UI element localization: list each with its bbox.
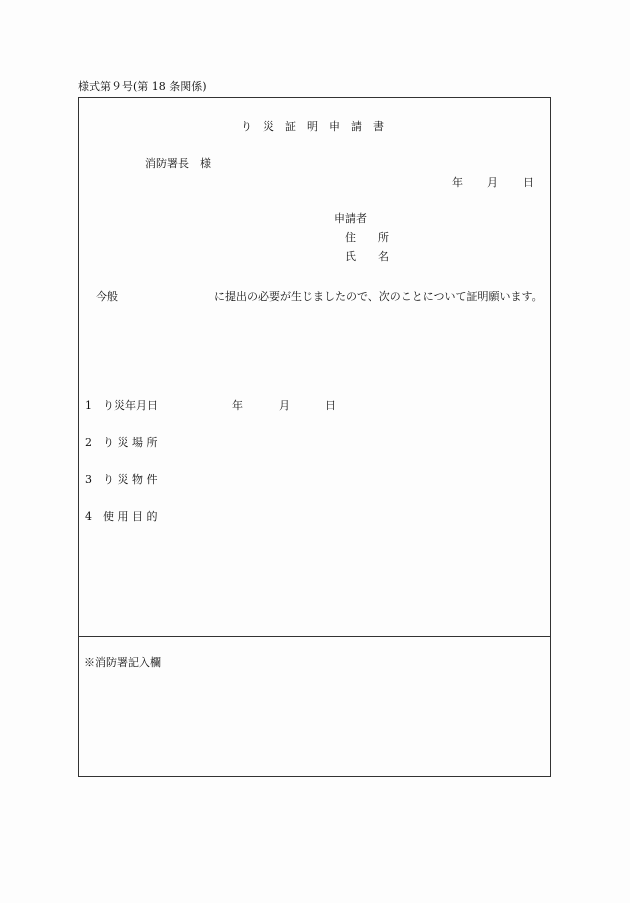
item1-year: 年 (232, 399, 243, 412)
item-label-purpose: 使 用 目 的 (103, 510, 158, 523)
form-title: り 災 証 明 申 請 書 (241, 120, 384, 133)
request-statement (84, 287, 546, 307)
date-month: 月 (487, 176, 498, 189)
statement-prefix: 今般 (96, 290, 118, 303)
applicant-address-label: 住 所 (345, 231, 389, 244)
item1-day: 日 (325, 399, 336, 412)
statement-body: に提出の必要が生じましたので、次のことについて証明願います。 (214, 290, 543, 303)
item-number: 1 (85, 399, 92, 412)
item-number: 3 (85, 473, 92, 486)
item-label-damaged-property: り 災 物 件 (103, 473, 158, 486)
item-label-disaster-place: り 災 場 所 (103, 436, 158, 449)
item-number: 4 (85, 510, 92, 523)
date-year: 年 (452, 176, 463, 189)
item1-month: 月 (279, 399, 290, 412)
item-label-disaster-date: り災年月日 (103, 399, 158, 412)
addressee: 消防署長 様 (145, 157, 211, 170)
form-number-label: 様式第９号(第 18 条関係) (78, 80, 207, 93)
section-divider (78, 636, 551, 637)
item-number: 2 (85, 436, 92, 449)
applicant-heading: 申請者 (334, 212, 367, 225)
applicant-name-label: 氏 名 (345, 250, 389, 263)
fire-station-entry-label: ※消防署記入欄 (84, 656, 161, 669)
date-day: 日 (523, 176, 534, 189)
